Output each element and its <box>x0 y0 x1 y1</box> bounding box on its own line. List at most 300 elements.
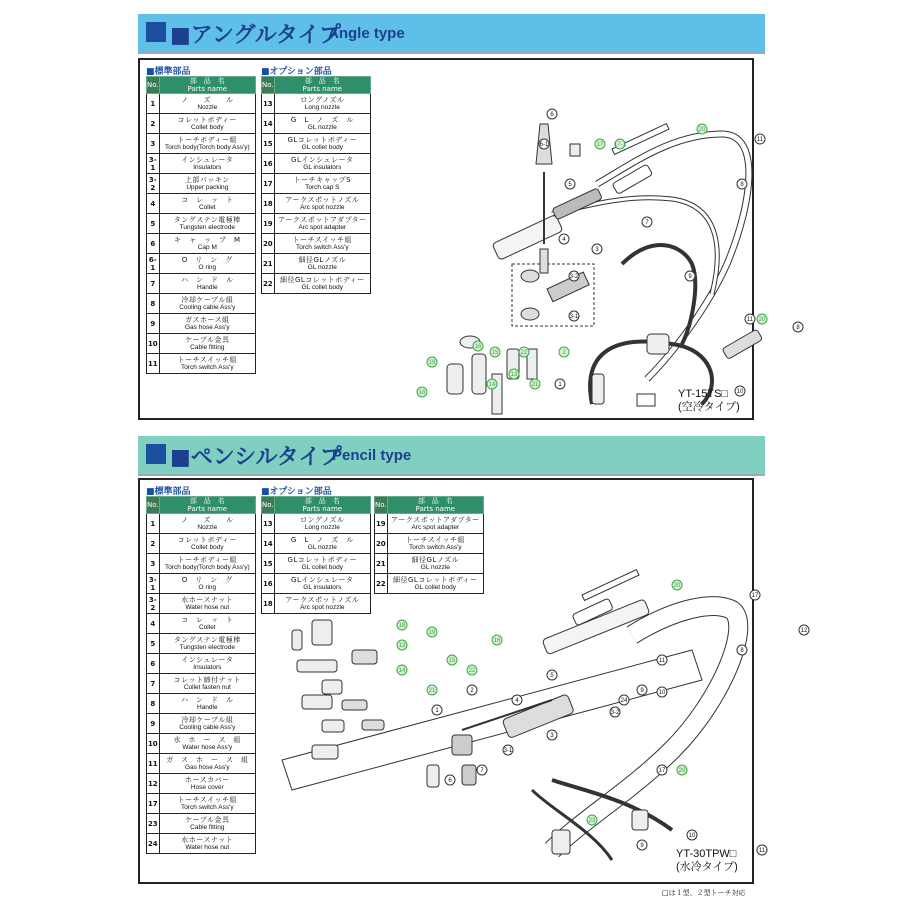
part-name <box>159 354 255 374</box>
part-row <box>147 534 256 554</box>
part-row <box>147 574 256 594</box>
part-number: 6 <box>147 234 160 254</box>
part-name-jp: 細径GLコレットボディー <box>392 575 478 584</box>
callout-label: 4 <box>515 698 519 704</box>
part-name-jp: 水ホースナット <box>181 835 234 844</box>
part-name-en: Cooling cable Ass'y <box>179 723 236 731</box>
callout-label: 21 <box>531 382 539 388</box>
callout-label: 16 <box>474 344 482 350</box>
callout-label: 5 <box>550 673 554 679</box>
part-number: 3-1 <box>147 574 160 594</box>
part-name-en: Handle <box>197 703 218 711</box>
part-name <box>159 134 255 154</box>
part-number: 4 <box>147 194 160 214</box>
part-name <box>159 254 255 274</box>
part-row <box>147 234 256 254</box>
part-row <box>375 554 484 574</box>
part-name-en: Cable fitting <box>190 823 225 831</box>
part-number: 22 <box>375 574 388 594</box>
part-row <box>147 174 256 194</box>
angle-title-jp: ■アングルタイプ <box>170 23 341 48</box>
part-name-en: GL insulators <box>303 583 342 591</box>
part-name-en: Nozzle <box>197 103 218 111</box>
callout-label: 9 <box>640 688 644 694</box>
part-number: 7 <box>147 274 160 294</box>
header-no: No. <box>147 497 160 514</box>
callout-label: 6 <box>550 112 554 118</box>
part-number: 18 <box>262 194 275 214</box>
part-name-jp: O リ ン グ <box>181 575 233 584</box>
part-name-jp: 上部パッキン <box>184 175 230 184</box>
callout-label: 1 <box>435 708 439 714</box>
callout-label: 24 <box>620 698 628 704</box>
part-number: 2 <box>147 114 160 134</box>
callout-label: 8 <box>740 648 744 654</box>
callout-label: 17-1 <box>613 142 627 148</box>
part-name <box>387 534 483 554</box>
part-row <box>147 814 256 834</box>
part-name-en: GL collet body <box>414 583 456 591</box>
pencil-model-block <box>676 848 738 874</box>
part-name-jp: 細径GLノズル <box>411 555 460 564</box>
callout-label: 11 <box>658 658 666 664</box>
part-name-jp: コレットボディー <box>177 115 237 124</box>
callout-label: 19 <box>428 630 436 636</box>
part-number: 10 <box>147 734 160 754</box>
part-row <box>147 334 256 354</box>
part-name <box>159 274 255 294</box>
part-name-en: GL nozzle <box>307 263 337 271</box>
callout-label: 4 <box>562 237 566 243</box>
part-name-jp: ガスホース組 <box>184 315 230 324</box>
header-en: Parts name <box>187 505 228 513</box>
part-name <box>159 154 255 174</box>
callout-label: 9 <box>640 843 644 849</box>
callout-label: 3-1 <box>503 748 513 754</box>
part-name-jp: G L ノ ズ ル <box>290 535 354 544</box>
part-name-jp: GLコレットボディー <box>287 135 358 144</box>
part-number: 1 <box>147 94 160 114</box>
water-hose-nut <box>632 810 648 830</box>
part-name-jp: タングステン電極棒 <box>173 635 241 644</box>
part-name <box>274 534 370 554</box>
part-row <box>147 194 256 214</box>
header-jp: 部 品 名 <box>304 77 340 85</box>
callout-label: 5 <box>568 182 572 188</box>
callout-label: 22 <box>468 668 476 674</box>
part-name-jp: ガ ス ホ ー ス 組 <box>166 755 249 764</box>
part-name-jp: 冷却ケーブル組 <box>181 295 234 304</box>
part-number: 2 <box>147 534 160 554</box>
part-row <box>147 214 256 234</box>
pencil-type-banner <box>138 436 765 476</box>
part-name-jp: トーチボディー組 <box>177 555 238 564</box>
part-name-en: Collet <box>199 623 216 631</box>
part-number: 20 <box>262 234 275 254</box>
part-number: 6-1 <box>147 254 160 274</box>
part-name <box>159 594 255 614</box>
part-name-en: Insulators <box>193 163 222 171</box>
part-name-en: Water hose nut <box>185 843 230 851</box>
header-jp: 部 品 名 <box>417 497 453 505</box>
insulators <box>427 765 439 787</box>
option-part-18 <box>292 630 302 650</box>
torch-body <box>547 272 589 302</box>
callout-label: 7 <box>480 768 484 774</box>
option-part-15 <box>322 680 342 694</box>
part-name-jp: GLコレットボディー <box>287 555 358 564</box>
header-name <box>159 497 255 514</box>
part-name <box>159 634 255 654</box>
part-name-en: Collet body <box>191 123 224 131</box>
pencil-title-en: Pencil type <box>332 447 412 464</box>
part-number: 12 <box>147 774 160 794</box>
part-number: 3-1 <box>147 154 160 174</box>
part-number: 14 <box>262 534 275 554</box>
part-name <box>159 734 255 754</box>
part-name-jp: 細径GLノズル <box>298 255 347 264</box>
part-name <box>159 194 255 214</box>
part-name-jp: キ ャ ッ プ M <box>174 235 241 244</box>
part-name-jp: コ レ ッ ト <box>181 195 234 204</box>
callout-label: 18 <box>398 623 406 629</box>
option-part-13 <box>297 660 337 672</box>
callout-label: 20 <box>758 317 766 323</box>
part-row <box>147 794 256 814</box>
callout-label: 3 <box>595 247 599 253</box>
callout-label: 17 <box>658 768 666 774</box>
header-en: Parts name <box>302 85 343 93</box>
o-ring <box>452 735 472 755</box>
part-number: 17 <box>147 794 160 814</box>
part-number: 15 <box>262 134 275 154</box>
part-name <box>159 114 255 134</box>
part-name-en: Tungsten electrode <box>179 643 236 651</box>
part-number: 20 <box>375 534 388 554</box>
part-name-jp: インシュレータ <box>181 155 234 164</box>
cooling-cable-end <box>722 329 763 359</box>
part-row <box>147 674 256 694</box>
part-number: 1 <box>147 514 160 534</box>
header-no: No. <box>262 77 275 94</box>
callout-label: 21 <box>428 688 436 694</box>
part-name-jp: トーチスイッチ組 <box>405 535 466 544</box>
part-name-jp: G L ノ ズ ル <box>290 115 354 124</box>
pencil-type-panel <box>138 478 808 884</box>
option-part-21 <box>322 720 344 732</box>
part-number: 8 <box>147 294 160 314</box>
part-name-en: Handle <box>197 283 218 291</box>
part-name <box>159 334 255 354</box>
callout-label: 8 <box>740 182 744 188</box>
torch-cap-s <box>570 144 580 156</box>
part-row <box>147 114 256 134</box>
part-row <box>147 354 256 374</box>
part-name-jp: 冷却ケーブル組 <box>181 715 234 724</box>
part-number: 16 <box>262 154 275 174</box>
part-number: 24 <box>147 834 160 854</box>
callout-label: 1 <box>558 382 562 388</box>
part-number: 4 <box>147 614 160 634</box>
nozzle <box>592 374 604 404</box>
connector <box>647 334 669 354</box>
part-name <box>159 614 255 634</box>
part-number: 3 <box>147 554 160 574</box>
part-number: 5 <box>147 214 160 234</box>
part-number: 9 <box>147 314 160 334</box>
pencil-title-jp: ■ペンシルタイプ <box>170 445 342 470</box>
part-name-en: Torch body(Torch body Ass'y) <box>164 563 250 571</box>
part-row <box>147 274 256 294</box>
part-name <box>159 514 255 534</box>
callout-label: 14 <box>398 668 406 674</box>
callout-label: 23 <box>588 818 596 824</box>
callout-label: 20 <box>673 583 681 589</box>
nozzle <box>312 745 338 759</box>
part-row <box>147 834 256 854</box>
part-number: 3 <box>147 134 160 154</box>
part-name-jp: アークスポットノズル <box>285 195 360 204</box>
part-row <box>147 94 256 114</box>
part-name-en: GL collet body <box>301 143 343 151</box>
part-name <box>159 294 255 314</box>
upper-packing <box>521 270 539 282</box>
part-name-en: Arc spot nozzle <box>300 603 345 611</box>
part-row <box>262 554 371 574</box>
part-name-en: GL nozzle <box>307 123 337 131</box>
callout-label: 11 <box>746 317 754 323</box>
callout-label: 15 <box>491 350 499 356</box>
angle-type-banner <box>138 14 765 54</box>
part-name-jp: ノ ズ ル <box>181 95 234 104</box>
part-row <box>147 614 256 634</box>
part-name-jp: GLインシュレータ <box>291 575 354 584</box>
callout-label: 3-1 <box>569 314 579 320</box>
part-name <box>159 774 255 794</box>
part-row <box>147 634 256 654</box>
part-name <box>159 174 255 194</box>
pencil-exploded-diagram <box>252 580 808 880</box>
part-name-en: Torch body(Torch body Ass'y) <box>164 143 250 151</box>
part-name-jp: O リ ン グ <box>181 255 233 264</box>
part-number: 13 <box>262 514 275 534</box>
part-row <box>147 694 256 714</box>
part-number: 7 <box>147 674 160 694</box>
part-row <box>147 514 256 534</box>
part-name-jp: トーチスイッチ組 <box>177 355 238 364</box>
part-name-jp: アークスポットアダプター <box>278 215 367 224</box>
part-number: 6 <box>147 654 160 674</box>
part-name-en: O ring <box>198 263 217 271</box>
part-name-en: Arc spot adapter <box>298 223 347 231</box>
header-name <box>274 77 370 94</box>
callout-label: 16 <box>493 638 501 644</box>
header-jp: 部 品 名 <box>189 497 225 505</box>
part-row <box>262 534 371 554</box>
part-name-jp: トーチスイッチ組 <box>177 795 238 804</box>
part-name-jp: GLインシュレータ <box>291 155 354 164</box>
part-name-en: Torch switch Ass'y <box>296 243 349 251</box>
pencil-standard-label: ■標準部品 <box>146 487 191 497</box>
part-name <box>159 794 255 814</box>
part-number: 14 <box>262 114 275 134</box>
part-name <box>159 234 255 254</box>
part-name-en: Cooling cable Ass'y <box>179 303 236 311</box>
callout-label: 17 <box>596 142 604 148</box>
option-part-16 <box>352 650 377 664</box>
part-name-jp: コレットボディー <box>177 535 237 544</box>
callout-label: 9 <box>688 274 692 280</box>
pencil-option-label: ■オプション部品 <box>261 487 332 497</box>
part-number: 17 <box>262 174 275 194</box>
part-name-en: Water hose Ass'y <box>182 743 233 751</box>
part-name-jp: ケーブル金具 <box>185 815 230 824</box>
part-name <box>159 554 255 574</box>
callout-label: 13 <box>398 643 406 649</box>
part-number: 13 <box>262 94 275 114</box>
angle-standard-parts-table <box>146 76 256 374</box>
part-name <box>159 574 255 594</box>
part-name-en: Arc spot nozzle <box>300 203 345 211</box>
part-name-jp: ロングノズル <box>300 515 345 524</box>
part-name-en: GL collet body <box>301 563 343 571</box>
callout-label: 7 <box>645 220 649 226</box>
callout-label: 8 <box>796 325 800 331</box>
part-name-jp: アークスポットノズル <box>285 595 360 604</box>
part-name <box>159 94 255 114</box>
part-name-jp: トーチスイッチ組 <box>292 235 353 244</box>
callout-label: 20 <box>678 768 686 774</box>
torch-switch-cable <box>622 245 695 344</box>
option-part-14 <box>302 695 332 709</box>
part-row <box>147 714 256 734</box>
callout-label: 22 <box>520 350 528 356</box>
callout-label: 18 <box>418 390 426 396</box>
part-name <box>159 754 255 774</box>
part-name-en: GL collet body <box>301 283 343 291</box>
part-number: 19 <box>375 514 388 534</box>
part-name-jp: インシュレータ <box>181 655 234 664</box>
part-name-en: Torch cap S <box>305 183 340 191</box>
part-row <box>147 594 256 614</box>
part-number: 9 <box>147 714 160 734</box>
part-name-en: Torch switch Ass'y <box>181 363 234 371</box>
part-name-en: Torch switch Ass'y <box>409 543 462 551</box>
callout-label: 10 <box>688 833 696 839</box>
option-part-18 <box>447 364 463 394</box>
part-name-en: Torch switch Ass'y <box>181 803 234 811</box>
header-name <box>387 497 483 514</box>
part-name-jp: ロングノズル <box>300 95 345 104</box>
part-name-en: GL nozzle <box>307 543 337 551</box>
callout-label: 3 <box>550 733 554 739</box>
callout-label: 13 <box>510 372 518 378</box>
part-number: 21 <box>375 554 388 574</box>
callout-label: 12 <box>800 628 808 634</box>
insulators <box>521 308 539 320</box>
part-name-jp: トーチキャップS <box>293 175 352 184</box>
part-row <box>147 134 256 154</box>
part-name-jp: 細径GLコレットボディー <box>279 275 365 284</box>
header-no: No. <box>262 497 275 514</box>
part-number: 23 <box>147 814 160 834</box>
part-name <box>159 814 255 834</box>
angle-option-label: ■オプション部品 <box>261 67 332 77</box>
part-name <box>159 674 255 694</box>
part-number: 8 <box>147 694 160 714</box>
banner-square-icon <box>146 444 166 464</box>
pencil-cooling-type: (水冷タイプ) <box>676 861 738 873</box>
part-number: 19 <box>262 214 275 234</box>
part-row <box>147 554 256 574</box>
collet <box>540 249 548 273</box>
header-en: Parts name <box>187 85 228 93</box>
part-number: 18 <box>262 594 275 614</box>
header-jp: 部 品 名 <box>304 497 340 505</box>
angle-model: YT-15TS□ <box>678 388 729 400</box>
part-name-jp: 水 ホ ー ス 組 <box>173 735 242 744</box>
part-row <box>147 314 256 334</box>
part-name <box>159 314 255 334</box>
part-name-jp: ノ ズ ル <box>181 515 234 524</box>
callout-label: 11 <box>758 848 766 854</box>
part-row <box>375 534 484 554</box>
part-name <box>159 694 255 714</box>
angle-standard-label: ■標準部品 <box>146 67 191 77</box>
angle-title-en: Angle type <box>328 25 405 42</box>
part-number: 11 <box>147 754 160 774</box>
part-name <box>387 554 483 574</box>
option-part-19 <box>312 620 332 645</box>
part-row <box>147 774 256 794</box>
header-name <box>274 497 370 514</box>
cable-fitting <box>637 394 655 406</box>
header-jp: 部 品 名 <box>189 77 225 85</box>
part-name-en: Gas hose Ass'y <box>185 323 230 331</box>
callout-label: 6 <box>448 778 452 784</box>
part-row <box>375 514 484 534</box>
part-name-en: Arc spot adapter <box>411 523 460 531</box>
callout-label: 6-1 <box>539 142 549 148</box>
callout-label: 10 <box>736 389 744 395</box>
pencil-standard-parts-table <box>146 496 256 854</box>
part-name-en: Cable fitting <box>190 343 225 351</box>
part-name <box>159 214 255 234</box>
handle <box>492 214 563 260</box>
angle-exploded-diagram <box>252 94 800 414</box>
header-en: Parts name <box>302 505 343 513</box>
callout-label: 17 <box>751 593 759 599</box>
part-number: 22 <box>262 274 275 294</box>
header-no: No. <box>147 77 160 94</box>
cable-fitting <box>552 830 570 854</box>
part-name-en: Long nozzle <box>304 103 340 111</box>
part-name-en: Nozzle <box>197 523 218 531</box>
angle-type-panel <box>138 58 800 420</box>
part-row <box>147 254 256 274</box>
torch-switch-rod <box>582 570 639 601</box>
part-name <box>387 514 483 534</box>
part-name-en: Insulators <box>193 663 222 671</box>
footnote: □は１型、２型トーチ対応 <box>662 889 746 897</box>
part-row <box>147 154 256 174</box>
part-name-jp: ハ ン ド ル <box>181 695 234 704</box>
option-part-22 <box>342 700 367 710</box>
part-name <box>159 834 255 854</box>
part-name <box>274 514 370 534</box>
part-number: 11 <box>147 354 160 374</box>
angle-cooling-type: (空冷タイプ) <box>678 401 740 413</box>
